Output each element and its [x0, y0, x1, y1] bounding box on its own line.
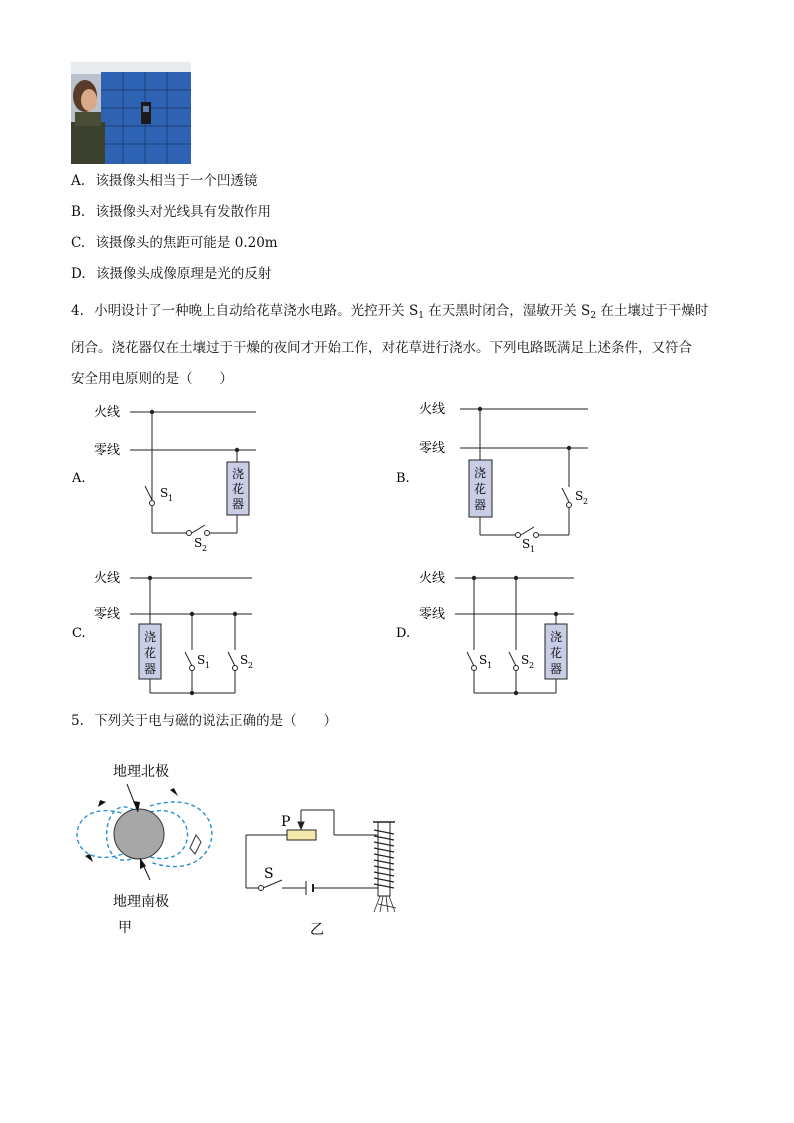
subscript: 2: [590, 311, 597, 321]
slider-p-label: P: [281, 814, 291, 830]
q4-text-part: 在天黑时闭合，湿敏开关 S: [423, 303, 591, 319]
device-char: 花: [550, 646, 563, 660]
device-char: 浇: [474, 466, 487, 480]
neutral-wire-label: 零线: [94, 443, 121, 458]
switch-s2-label: S: [575, 489, 584, 503]
neutral-wire-label: 零线: [94, 607, 121, 622]
live-wire-label: 火线: [419, 571, 446, 586]
option-c-label: C.: [72, 626, 86, 641]
subscript: 1: [418, 311, 424, 321]
device-char: 浇: [550, 630, 563, 644]
subscript: 1: [205, 661, 211, 670]
option-letter: A.: [71, 173, 86, 189]
figure-yi-label: 乙: [310, 922, 324, 938]
subscript: 2: [583, 497, 589, 506]
q4-text-part: 在土壤过于干燥时: [596, 303, 709, 319]
option-a-label: A.: [72, 471, 86, 486]
device-char: 浇: [144, 630, 157, 644]
option-letter: B.: [71, 204, 86, 220]
option-d-label: D.: [396, 626, 411, 641]
subscript: 1: [487, 661, 493, 670]
neutral-wire-label: 零线: [419, 441, 446, 456]
q5-stem: [71, 712, 337, 730]
option-text: 该摄像头对光线具有发散作用: [95, 204, 272, 220]
magnetism-figures: [0, 740, 794, 950]
switch-s1-label: S: [522, 537, 531, 551]
question-number: 5.: [71, 713, 84, 729]
switch-s1-label: S: [197, 653, 206, 667]
subscript: 2: [248, 661, 254, 670]
geographic-north-label: 地理北极: [113, 764, 169, 780]
question-number: 4.: [71, 303, 84, 319]
switch-s1-label: S: [160, 486, 169, 500]
device-char: 器: [144, 662, 157, 676]
device-char: 器: [550, 662, 563, 676]
option-letter: D.: [71, 266, 86, 282]
option-text: 该摄像头相当于一个凹透镜: [95, 173, 258, 189]
geographic-south-label: 地理南极: [113, 894, 169, 910]
neutral-wire-label: 零线: [419, 607, 446, 622]
figure-jia-label: 甲: [118, 920, 132, 936]
switch-s-label: S: [264, 866, 274, 882]
q4-line-2: 闭合。浇花器仅在土壤过于干燥的夜间才开始工作，对花草进行浇水。下列电路既满足上述条件，又符合: [71, 340, 692, 356]
q4-text-part: 小明设计了一种晚上自动给花草浇水电路。光控开关 S: [94, 303, 419, 319]
option-b-label: B.: [396, 471, 410, 486]
option-text: 该摄像头的焦距可能是 0.20m: [95, 235, 278, 251]
earth-field-figure: [77, 763, 212, 936]
switch-s2-label: S: [240, 653, 249, 667]
switch-s2-label: S: [521, 653, 530, 667]
device-char: 器: [474, 498, 487, 512]
electromagnet-figure: [246, 810, 396, 912]
subscript: 1: [168, 494, 174, 503]
device-char: 浇: [232, 467, 245, 481]
switch-s1-label: S: [479, 653, 488, 667]
option-letter: C.: [71, 235, 86, 251]
device-char: 花: [474, 482, 487, 496]
subscript: 1: [530, 545, 536, 554]
live-wire-label: 火线: [94, 571, 121, 586]
q4-line-3: 安全用电原则的是（ ）: [71, 371, 233, 387]
option-text: 该摄像头成像原理是光的反射: [95, 266, 272, 282]
device-char: 器: [232, 497, 245, 511]
device-char: 花: [144, 646, 157, 660]
device-char: 花: [232, 482, 245, 496]
live-wire-label: 火线: [94, 405, 121, 420]
subscript: 2: [529, 661, 535, 670]
subscript: 2: [202, 544, 208, 553]
live-wire-label: 火线: [419, 402, 446, 417]
q5-text: 下列关于电与磁的说法正确的是（ ）: [94, 713, 338, 729]
switch-s2-label: S: [194, 536, 203, 550]
